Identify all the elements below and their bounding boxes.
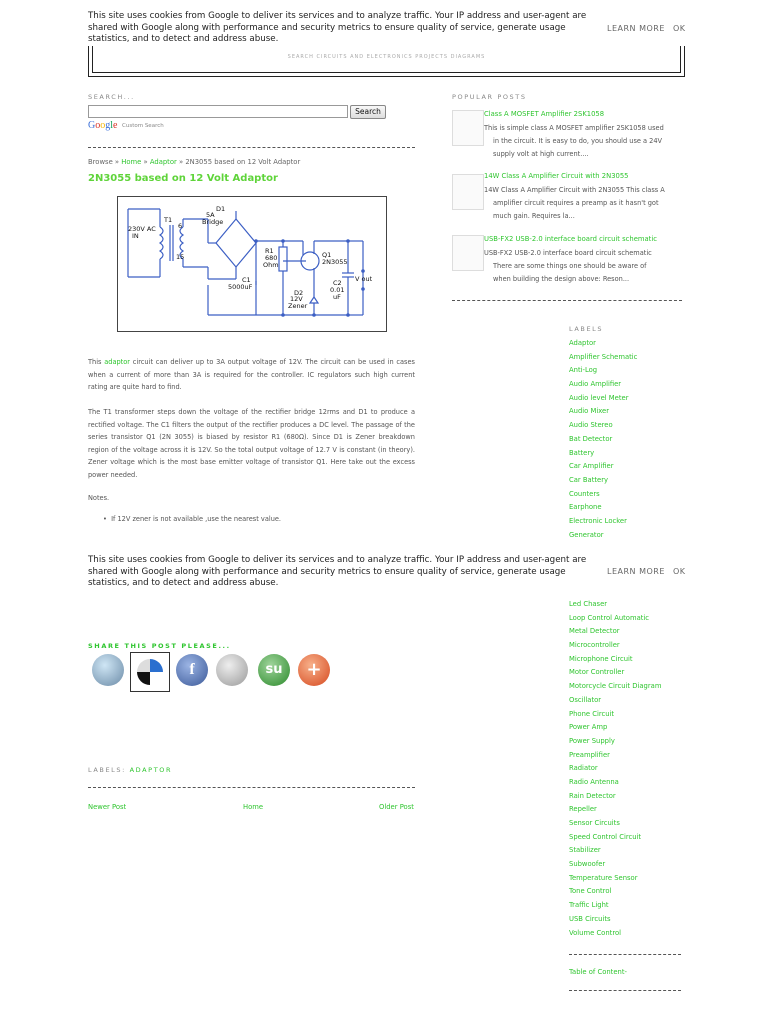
schematic-label: uF (333, 293, 341, 301)
learn-more-button[interactable]: LEARN MORE (607, 567, 665, 576)
schematic-label: 15 (176, 253, 185, 261)
delicious-icon-graphic (137, 659, 163, 685)
breadcrumb-category-link[interactable]: Adaptor (149, 158, 177, 166)
labels-heading: LABELS (569, 325, 604, 333)
divider-toc-bottom (569, 990, 681, 991)
label-link[interactable]: Car Amplifier (569, 462, 614, 471)
schematic-label: 5000uF (228, 283, 253, 291)
schematic-image (117, 196, 387, 332)
label-link[interactable]: Preamplifier (569, 750, 610, 759)
label-link[interactable]: Motor Controller (569, 668, 625, 677)
schematic-label: 680 (265, 254, 278, 262)
label-link[interactable]: Bat Detector (569, 434, 613, 443)
label-link[interactable]: Car Battery (569, 475, 609, 484)
schematic-label: 6 (178, 222, 183, 230)
adaptor-link[interactable]: adaptor (104, 358, 131, 366)
search-label: SEARCH... (88, 93, 135, 101)
label-link[interactable]: Tone Control (569, 887, 612, 896)
schematic-label: Q1 (322, 251, 332, 259)
label-link[interactable]: Stabilizer (569, 846, 601, 855)
learn-more-button[interactable]: LEARN MORE (607, 24, 665, 33)
p1-prefix: This (88, 358, 102, 366)
divider-main-top (88, 147, 415, 148)
popular-post-title[interactable]: 14W Class A Amplifier Circuit with 2N3055 (484, 172, 629, 180)
popular-post-title[interactable]: USB-FX2 USB-2.0 interface board circuit schematic (484, 235, 657, 243)
breadcrumb-sep: » (114, 158, 120, 166)
delicious-share-icon[interactable] (130, 652, 170, 692)
popular-post-title[interactable]: Class A MOSFET Amplifier 2SK1058 (484, 110, 605, 118)
schematic-label: T1 (164, 216, 173, 224)
schematic-label: D2 (294, 289, 304, 297)
newer-post-link[interactable]: Newer Post (88, 803, 127, 811)
schematic-label: 0.01 (330, 286, 345, 294)
post-labels (88, 766, 172, 774)
cookie-banner-top (0, 0, 768, 44)
breadcrumb-home-link[interactable]: Home (121, 158, 142, 166)
schematic-label: 230V AC (128, 225, 156, 233)
label-link[interactable]: Adaptor (569, 339, 596, 347)
label-link[interactable]: Phone Circuit (569, 709, 615, 718)
label-link[interactable]: Volume Control (569, 928, 622, 937)
label-link[interactable]: Anti-Log (569, 366, 598, 375)
label-link[interactable]: Speed Control Circuit (569, 832, 642, 841)
popular-post-snippet: This is simple class A MOSFET amplifier 2SK1058 used (484, 124, 664, 132)
label-link[interactable]: Generator (569, 530, 604, 539)
label-link[interactable]: Rain Detector (569, 791, 616, 800)
schematic-label: 12V (290, 295, 303, 303)
schematic-label: C2 (333, 279, 342, 287)
schematic-label: IN (132, 232, 139, 240)
label-link[interactable]: Radiator (569, 764, 598, 773)
post-thumbnail[interactable] (452, 235, 484, 271)
post-thumbnail[interactable] (452, 110, 484, 146)
label-link[interactable]: Power Amp (569, 723, 608, 732)
label-link[interactable]: Loop Control Automatic (569, 613, 650, 622)
label-link[interactable]: Repeller (569, 805, 597, 814)
schematic-label: Bridge (202, 218, 224, 226)
site-header (88, 46, 685, 77)
facebook-share-icon[interactable]: f (176, 654, 208, 686)
label-link[interactable]: Microcontroller (569, 641, 620, 650)
label-link[interactable]: Amplifier Schematic (569, 352, 638, 361)
breadcrumb-browse: Browse (88, 158, 113, 166)
cookie-banner-bottom (0, 548, 768, 598)
labels-list-top (569, 339, 684, 544)
breadcrumb-current: 2N3055 based on 12 Volt Adaptor (185, 158, 301, 166)
schematic-label: 5A (206, 211, 215, 219)
post-paragraph-2: The T1 transformer steps down the voltage of the rectifier bridge 12rms and D1 to produce a rectified voltage. The C1 filters the output of the rectifier produces a DC level. The passage of the series transistor Q1 (2N 3055) is biased by resistor R1 (680Ω). Since D1 is Zener breakdown region of the voltage across it is 12V. So the total output voltage of 12.7 V is constant (in theory). Zener voltage which is the most base emitter voltage of transistor Q1. Here take out the excess power needed. (88, 408, 415, 479)
post-paragraph-1 (88, 356, 415, 394)
post-labels-prefix: LABELS: (88, 766, 126, 774)
label-link[interactable]: Electronic Locker (569, 516, 627, 525)
share-buttons (88, 652, 348, 692)
label-link[interactable]: Earphone (569, 503, 602, 512)
ok-button[interactable]: OK (673, 24, 686, 33)
bullet-icon: • (103, 515, 112, 523)
search-button[interactable]: Search (350, 105, 386, 119)
ok-button[interactable]: OK (673, 567, 686, 576)
label-link[interactable]: Subwoofer (569, 860, 606, 869)
label-link[interactable]: Led Chaser (569, 600, 608, 608)
header-inner-frame (92, 46, 681, 73)
popular-post-snippet: amplifier circuit requires a preamp as it hasn't got (493, 199, 659, 207)
google-logo-g: G (88, 120, 96, 131)
label-link[interactable]: Counters (569, 489, 600, 498)
popular-posts-label: POPULAR POSTS (452, 93, 527, 101)
home-link[interactable]: Home (243, 803, 264, 811)
stumbleupon-share-icon[interactable]: su (258, 654, 290, 686)
post-title[interactable]: 2N3055 based on 12 Volt Adaptor (88, 173, 278, 184)
google-logo-g2: g (105, 120, 111, 131)
google-logo-o1: o (95, 120, 101, 131)
schematic-label: D1 (216, 205, 226, 213)
popular-post-snippet: 14W Class A Amplifier Circuit with 2N3055 This class A (484, 186, 665, 194)
label-link[interactable]: Audio level Meter (569, 393, 629, 402)
p1-rest: circuit can deliver up to 3A output voltage of 12V. The circuit can be used in cases when a current of more than 3A is required for the controller. IC regulators such high current rating are quite hard to find. (88, 358, 415, 391)
divider-labels-bottom (569, 954, 681, 955)
label-link[interactable]: Temperature Sensor (569, 873, 638, 882)
label-link[interactable]: Oscillator (569, 695, 602, 704)
divider-popular-bottom (452, 300, 682, 301)
label-link[interactable]: Microphone Circuit (569, 654, 633, 663)
label-link[interactable]: Audio Stereo (569, 421, 613, 430)
header-description: SEARCH CIRCUITS AND ELECTRONICS PROJECTS DIAGRAMS (287, 54, 486, 60)
post-thumbnail[interactable] (452, 174, 484, 210)
schematic-label: C1 (242, 276, 251, 284)
popular-post-snippet: There are some things one should be aware of (493, 262, 647, 270)
breadcrumb-sep: » (178, 158, 184, 166)
label-link[interactable]: USB Circuits (569, 914, 611, 923)
notes-label: Notes. (88, 494, 110, 502)
breadcrumb-sep: » (143, 158, 148, 166)
google-logo (88, 120, 117, 131)
cookie-text: This site uses cookies from Google to deliver its services and to analyze traffic. Your IP address and user-agent are shared with Google along with performance and security metrics to ensure quality of service, generate usage statistics, and to detect and address abuse. (88, 11, 587, 44)
labels-list-bottom (569, 600, 684, 942)
label-link[interactable]: Motorcycle Circuit Diagram (569, 682, 662, 691)
google-logo-o2: o (100, 120, 106, 131)
share-label: SHARE THIS POST PLEASE... (88, 642, 231, 650)
twitter-share-icon[interactable] (92, 654, 124, 686)
label-link[interactable]: Metal Detector (569, 627, 620, 636)
schematic-label: V out (355, 275, 373, 283)
note-text: If 12V zener is not available ,use the nearest value. (111, 515, 282, 523)
older-post-link[interactable]: Older Post (379, 803, 414, 811)
label-link[interactable]: Power Supply (569, 736, 615, 745)
google-plus-share-icon[interactable]: + (298, 654, 330, 686)
custom-search-text: Custom Search (122, 123, 164, 129)
label-link[interactable]: Traffic Light (569, 901, 609, 910)
label-link[interactable]: Radio Antenna (569, 777, 619, 786)
schematic-label: R1 (265, 247, 274, 255)
popular-post-snippet: in the circuit. It is easy to do, you should use a 24V (493, 137, 663, 145)
schematic-label: Ohm (263, 261, 279, 269)
popular-post-snippet: when building the design above: Reson... (493, 275, 630, 283)
cookie-text: This site uses cookies from Google to deliver its services and to analyze traffic. Your IP address and user-agent are shared with Google along with performance and security metrics to ensure quality of service, generate usage statistics, and to detect and address abuse. (88, 555, 587, 588)
popular-post-snippet: much gain. Requires la... (493, 212, 575, 220)
label-link[interactable]: Sensor Circuits (569, 819, 620, 827)
search-input[interactable] (88, 105, 348, 118)
google-logo-l: l (110, 120, 114, 131)
label-link[interactable]: Audio Amplifier (569, 380, 622, 389)
schematic-label: 2N3055 (322, 258, 348, 266)
popular-post-snippet: USB-FX2 USB-2.0 interface board circuit schematic (484, 249, 652, 257)
popular-post-snippet: supply volt at high current.... (493, 150, 589, 158)
breadcrumb (88, 158, 300, 166)
post-label-link[interactable]: ADAPTOR (129, 766, 173, 774)
google-logo-e: e (113, 120, 118, 131)
schematic-label: Zener (288, 302, 308, 310)
notes-list-item (103, 513, 281, 526)
divider-post-bottom (88, 787, 415, 788)
table-of-content-link[interactable]: Table of Content- (569, 968, 627, 976)
label-link[interactable]: Battery (569, 448, 595, 457)
label-link[interactable]: Audio Mixer (569, 407, 610, 416)
digg-share-icon[interactable] (216, 654, 248, 686)
schematic-diagram (118, 197, 386, 331)
